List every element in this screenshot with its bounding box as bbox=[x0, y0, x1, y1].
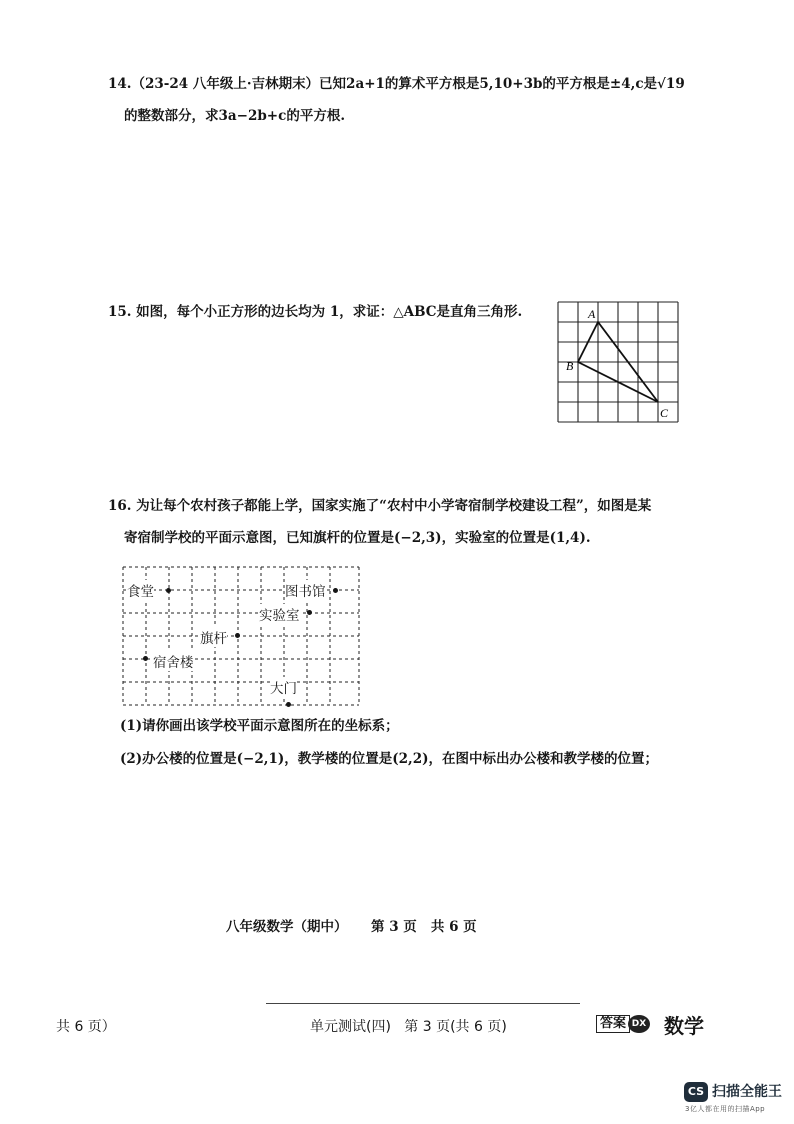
point-flagpole bbox=[235, 633, 240, 638]
label-dorm: 宿舍楼 bbox=[153, 651, 194, 671]
scanner-name: 扫描全能王 bbox=[712, 1084, 782, 1100]
label-flagpole: 旗杆 bbox=[200, 627, 227, 647]
q14-line1: 14.（23-24 八年级上·吉林期末）已知2a+1的算术平方根是5,10+3b的平方根是±4,c是√19 bbox=[108, 76, 685, 92]
point-canteen bbox=[166, 588, 171, 593]
footer-center: 单元测试(四) 第 3 页(共 6 页) bbox=[310, 1019, 507, 1035]
label-library: 图书馆 bbox=[285, 580, 326, 600]
subject-title: 数学 bbox=[664, 1014, 704, 1038]
q14-line2: 的整数部分，求3a−2b+c的平方根. bbox=[124, 108, 346, 124]
q16-line1: 16. 为让每个农村孩子都能上学，国家实施了“农村中小学寄宿制学校建设工程”，如图是某 bbox=[108, 498, 652, 514]
answer-tag: 答案 bbox=[596, 1015, 630, 1033]
point-lab bbox=[307, 610, 312, 615]
footer-divider bbox=[266, 1003, 580, 1004]
label-a: A bbox=[588, 307, 596, 321]
school-map bbox=[121, 564, 361, 706]
page-footer-info: 八年级数学（期中） 第 3 页 共 6 页 bbox=[226, 919, 477, 935]
scanner-logo-icon: CS bbox=[684, 1082, 708, 1102]
q16-line2: 寄宿制学校的平面示意图，已知旗杆的位置是(−2,3)，实验室的位置是(1,4). bbox=[124, 530, 591, 546]
label-c: C bbox=[660, 406, 669, 420]
label-gate: 大门 bbox=[270, 677, 297, 697]
answer-stamp: DX bbox=[628, 1015, 650, 1033]
point-gate bbox=[286, 702, 291, 707]
point-library bbox=[333, 588, 338, 593]
grid-lines bbox=[558, 302, 678, 422]
answer-badge bbox=[596, 1014, 650, 1034]
footer-left: 共 6 页） bbox=[56, 1019, 116, 1035]
label-b: B bbox=[566, 359, 574, 373]
q15-triangle-grid bbox=[556, 300, 680, 426]
point-dorm bbox=[143, 656, 148, 661]
label-canteen: 食堂 bbox=[127, 580, 154, 600]
label-lab: 实验室 bbox=[259, 604, 300, 624]
q15-text: 15. 如图，每个小正方形的边长均为 1，求证：△ABC是直角三角形. bbox=[108, 304, 523, 320]
q16-sub1: (1)请你画出该学校平面示意图所在的坐标系； bbox=[120, 718, 399, 734]
q16-sub2: (2)办公楼的位置是(−2,1)，教学楼的位置是(2,2)，在图中标出办公楼和教学楼的位置； bbox=[120, 751, 659, 767]
scanner-tagline: 3亿人都在用的扫描App bbox=[685, 1105, 766, 1113]
